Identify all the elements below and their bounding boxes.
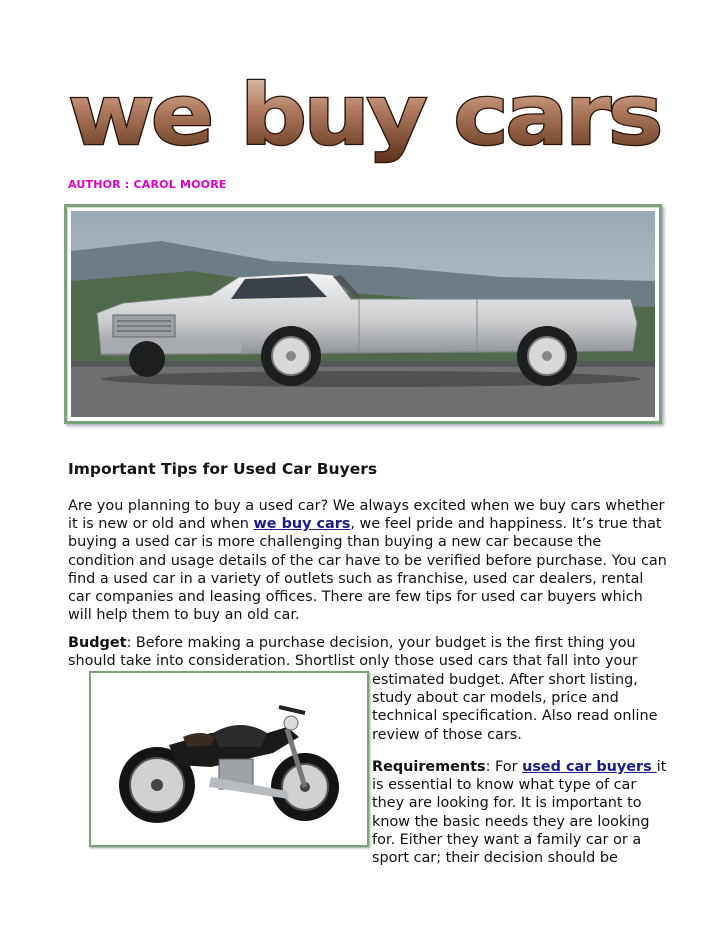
budget-label: Budget: [68, 635, 127, 651]
used-car-buyers-link[interactable]: used car buyers: [522, 759, 657, 775]
motorcycle-image: [91, 673, 363, 841]
intro-text-start: Are you planning to buy a used car? We always excited when we buy cars whether it is new or old and when: [68, 498, 665, 533]
intro-text-end: , we feel pride and happiness. It’s true that buying a used car is more challenging than buying a new car because the condition and usage details of the car have to be verified before purchase. You can find a used car in a variety of outlets such as franchise, used car dealers, rental car companies and leasing offices. There are few tips for used car buyers which will help them to buy an old car.: [68, 516, 667, 624]
budget-text: : Before making a purchase decision, your budget is the first thing you should take into consideration. Shortlist only those used cars that fall into your: [68, 635, 638, 670]
intro-paragraph: [68, 497, 670, 624]
article-heading: Important Tips for Used Car Buyers: [68, 460, 378, 478]
truck-image-frame: [64, 204, 662, 424]
author-line: AUTHOR : CAROL MOORE: [68, 178, 227, 191]
logo-graphic: [66, 60, 666, 170]
logo-text: we buy cars: [68, 66, 660, 164]
requirements-paragraph: [372, 758, 672, 867]
budget-paragraph: [68, 634, 670, 670]
motorcycle-image-frame: [89, 671, 369, 847]
we-buy-cars-link[interactable]: we buy cars: [253, 516, 351, 533]
requirements-label: Requirements: [372, 759, 486, 775]
logo: [66, 60, 666, 170]
budget-continued: estimated budget. After short listing, study about car models, price and technical specification. Also read online review of those cars.: [372, 672, 658, 743]
pickup-truck-image: [71, 211, 655, 417]
requirements-sep: : For: [485, 759, 523, 775]
requirements-text: it is essential to know what type of car they are looking for. It is important to know the basic needs they are looking for. Either they want a family car or a sport car; their decision should be: [372, 759, 667, 867]
